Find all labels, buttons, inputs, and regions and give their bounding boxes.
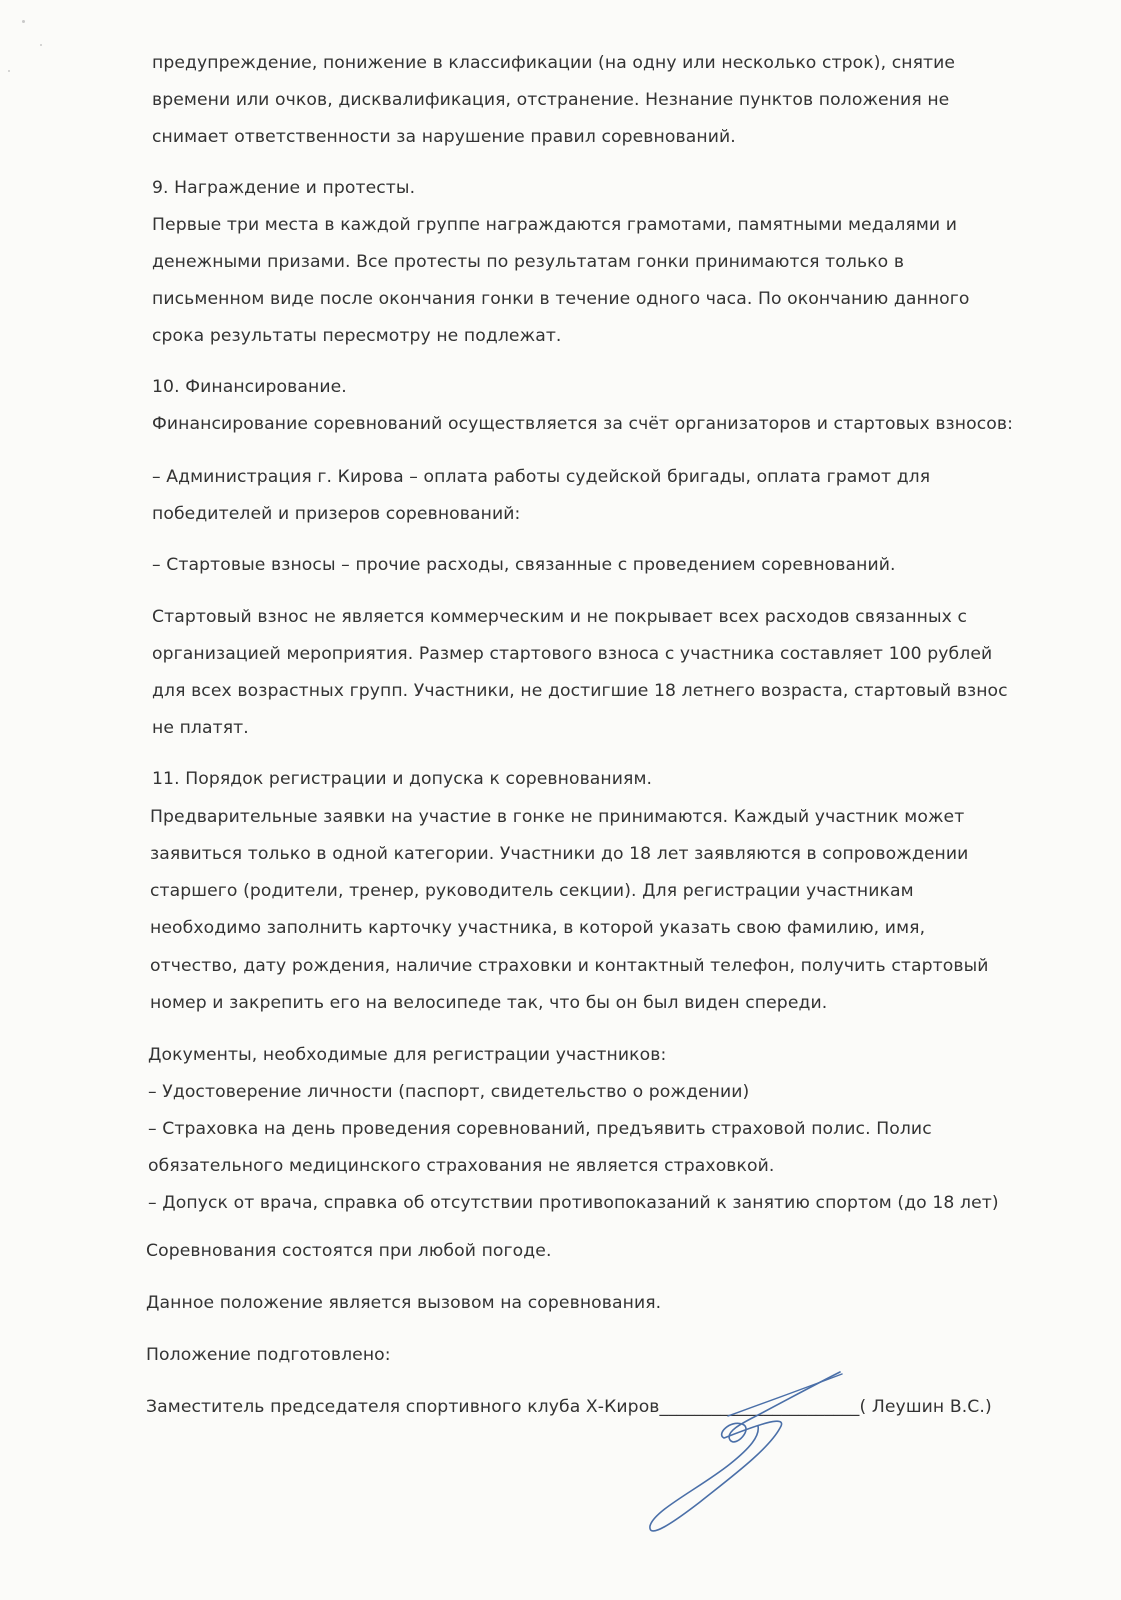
- paragraph-line: отчество, дату рождения, наличие страховки и контактный телефон, получить стартовый: [150, 956, 989, 976]
- paragraph-line: не платят.: [152, 718, 249, 738]
- signature-line: Заместитель председателя спортивного клуба Х-Киров_______________________( Леушин В.С.): [146, 1397, 992, 1417]
- list-item: – Администрация г. Кирова – оплата работы судейской бригады, оплата грамот для: [152, 467, 931, 487]
- paragraph-line: снимает ответственности за нарушение правил соревнований.: [152, 127, 736, 147]
- paragraph-line: Предварительные заявки на участие в гонке не принимаются. Каждый участник может: [150, 807, 965, 827]
- list-item: – Допуск от врача, справка об отсутствии противопоказаний к занятию спортом (до 18 лет): [148, 1193, 999, 1213]
- list-item-continuation: победителей и призеров соревнований:: [152, 504, 521, 524]
- paragraph-line: времени или очков, дисквалификация, отстранение. Незнание пунктов положения не: [152, 90, 950, 110]
- paragraph-line: номер и закрепить его на велосипеде так, что бы он был виден спереди.: [150, 993, 828, 1013]
- paragraph-line: денежными призами. Все протесты по результатам гонки принимаются только в: [152, 252, 905, 272]
- list-item: – Страховка на день проведения соревнований, предъявить страховой полис. Полис: [148, 1119, 932, 1139]
- paragraph-line: заявиться только в одной категории. Участники до 18 лет заявляются в сопровождении: [150, 844, 969, 864]
- section-heading: 9. Награждение и протесты.: [152, 178, 416, 198]
- handwritten-signature: [630, 1368, 870, 1538]
- paragraph-line: Данное положение является вызовом на соревнования.: [146, 1293, 662, 1313]
- paragraph-line: предупреждение, понижение в классификации (на одну или несколько строк), снятие: [152, 53, 956, 73]
- paragraph-line: Соревнования состоятся при любой погоде.: [146, 1241, 552, 1261]
- section-heading: 11. Порядок регистрации и допуска к соревнованиям.: [152, 769, 653, 789]
- scan-speck: [40, 44, 42, 46]
- paragraph-line: Первые три места в каждой группе награждаются грамотами, памятными медалями и: [152, 215, 958, 235]
- paragraph-line: старшего (родители, тренер, руководитель секции). Для регистрации участникам: [150, 881, 914, 901]
- scan-speck: [22, 20, 25, 23]
- list-item: – Удостоверение личности (паспорт, свидетельство о рождении): [148, 1082, 750, 1102]
- list-item: – Стартовые взносы – прочие расходы, связанные с проведением соревнований.: [152, 555, 896, 575]
- paragraph-line: Положение подготовлено:: [146, 1345, 391, 1365]
- paragraph-line: необходимо заполнить карточку участника, в которой указать свою фамилию, имя,: [150, 918, 926, 938]
- paragraph-line: Документы, необходимые для регистрации участников:: [148, 1045, 667, 1065]
- paragraph-line: срока результаты пересмотру не подлежат.: [152, 326, 562, 346]
- scan-speck: [8, 70, 10, 72]
- list-item-continuation: обязательного медицинского страхования не является страховкой.: [148, 1156, 775, 1176]
- paragraph-line: Финансирование соревнований осуществляется за счёт организаторов и стартовых взносов:: [152, 414, 1014, 434]
- paragraph-line: для всех возрастных групп. Участники, не достигшие 18 летнего возраста, стартовый взнос: [152, 681, 1008, 701]
- section-heading: 10. Финансирование.: [152, 377, 347, 397]
- paragraph-line: Стартовый взнос не является коммерческим и не покрывает всех расходов связанных с: [152, 607, 968, 627]
- paragraph-line: письменном виде после окончания гонки в течение одного часа. По окончанию данного: [152, 289, 970, 309]
- paragraph-line: организацией мероприятия. Размер стартового взноса с участника составляет 100 рублей: [152, 644, 993, 664]
